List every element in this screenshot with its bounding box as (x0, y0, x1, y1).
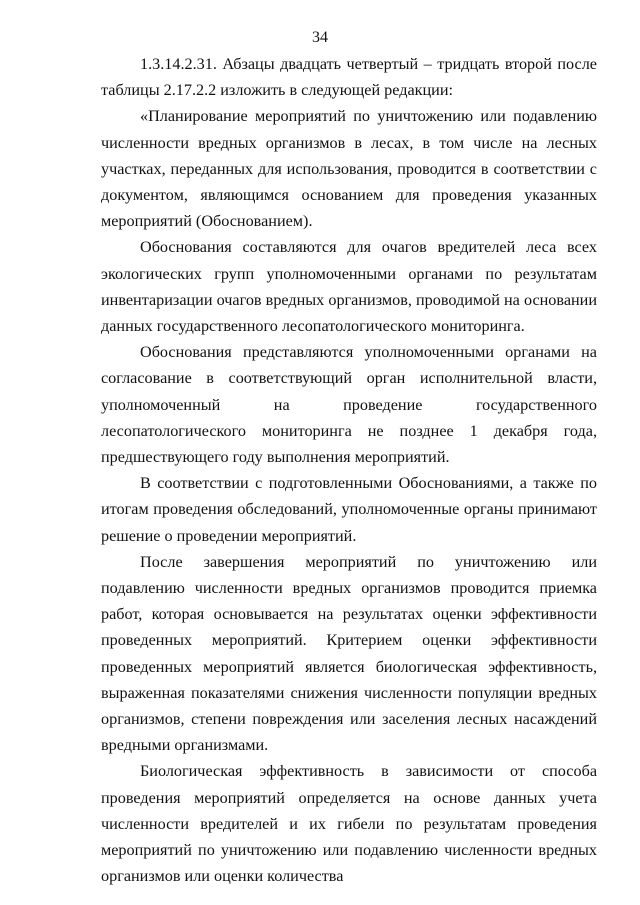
paragraph-justifications-compiled: Обоснования составляются для очагов вредителей леса всех экологических групп уполномоченными органами по результатам инвентаризации очагов вредных организмов, проводимой на основании данных государственного лесопатологического мониторинга. (101, 238, 597, 336)
paragraph-decision: В соответствии с подготовленными Обоснованиями, а также по итогам проведения обследований, уполномоченные органы принимают решение о проведении мероприятий. (101, 474, 597, 545)
document-body (101, 51, 597, 890)
paragraph-justifications-submitted: Обоснования представляются уполномоченными органами на согласование в соответствующий орган исполнительной власти, уполномоченный на проведение государственного лесопатологического мониторинга не позднее 1 декабря года, предшествующего году выполнения мероприятий. (101, 343, 597, 467)
paragraph-acceptance: После завершения мероприятий по уничтожению или подавлению численности вредных организмов проводится приемка работ, которая основывается на результатах оценки эффективности проведенных мероприятий. Критерием оценки эффективности проведенных мероприятий является биологическая эффективность, выраженная показателями снижения численности популяции вредных организмов, степени повреждения или заселения лесных насаждений вредными организмами. (101, 552, 597, 755)
page-number: 34 (312, 29, 328, 46)
paragraph-planning: «Планирование мероприятий по уничтожению или подавлению численности вредных организмов в лесах, в том числе на лесных участках, переданных для использования, проводится в соответствии с документом, являющимся основанием для проведения указанных мероприятий (Обоснованием). (101, 107, 597, 231)
paragraph-biological-efficiency: Биологическая эффективность в зависимости от способа проведения мероприятий определяется на основе данных учета численности вредителей и их гибели по результатам проведения мероприятий по уничтожению или подавлению численности вредных организмов или оценки количества (101, 762, 597, 886)
paragraph-clause-1-3-14-2-31: 1.3.14.2.31. Абзацы двадцать четвертый – тридцать второй после таблицы 2.17.2.2 изложить в следующей редакции: (101, 55, 597, 100)
